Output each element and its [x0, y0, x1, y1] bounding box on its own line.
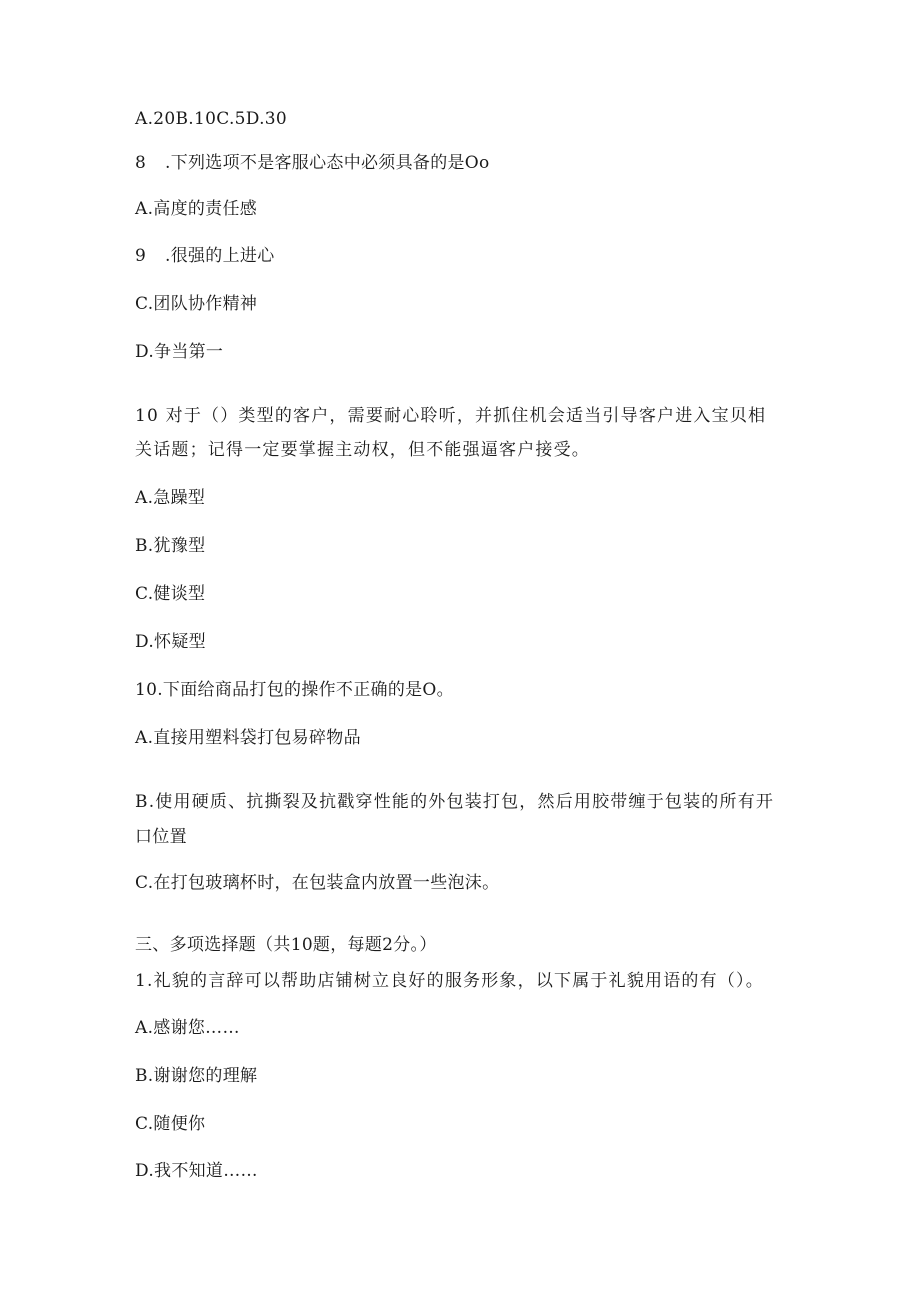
option-d: D.怀疑型 [135, 632, 206, 652]
question-10b: 10.下面给商品打包的操作不正确的是O。 [135, 680, 454, 700]
option-c: C.健谈型 [135, 584, 206, 604]
question-10-line-1: 10 对于（）类型的客户，需要耐心聆听，并抓住机会适当引导客户进入宝贝相 [135, 406, 767, 426]
option-a: A.感谢您…… [135, 1018, 240, 1038]
option-c: C.团队协作精神 [135, 294, 258, 314]
section-heading: 三、多项选择题（共10题，每题2分。） [135, 935, 437, 955]
option-a: A.直接用塑料袋打包易碎物品 [135, 728, 361, 748]
option-a: A.急躁型 [135, 488, 206, 508]
multi-question-1: 1.礼貌的言辞可以帮助店铺树立良好的服务形象，以下属于礼貌用语的有（）。 [135, 971, 764, 991]
option-b-line-1: B.使用硬质、抗撕裂及抗戳穿性能的外包装打包，然后用胶带缠于包装的所有开 [135, 792, 775, 812]
question-text: .很强的上进心 [165, 246, 275, 266]
question-8 [135, 152, 490, 174]
option-b: B.谢谢您的理解 [135, 1066, 258, 1086]
option-b-line-2: 口位置 [135, 827, 187, 847]
question-number: 8 [135, 153, 147, 173]
question-text: .下列选项不是客服心态中必须具备的是Oo [165, 153, 490, 173]
question-10-line-2: 关话题；记得一定要掌握主动权，但不能强逼客户接受。 [135, 440, 590, 460]
answer-options-line: A.20B.10C.5D.30 [135, 109, 288, 129]
option-c: C.随便你 [135, 1114, 206, 1134]
option-d: D.争当第一 [135, 342, 224, 362]
question-9 [135, 245, 275, 267]
option-b: B.犹豫型 [135, 536, 206, 556]
option-d: D.我不知道…… [135, 1161, 258, 1181]
option-a: A.高度的责任感 [135, 199, 258, 219]
question-number: 9 [135, 246, 147, 266]
option-c: C.在打包玻璃杯时，在包装盒内放置一些泡沫。 [135, 873, 500, 893]
